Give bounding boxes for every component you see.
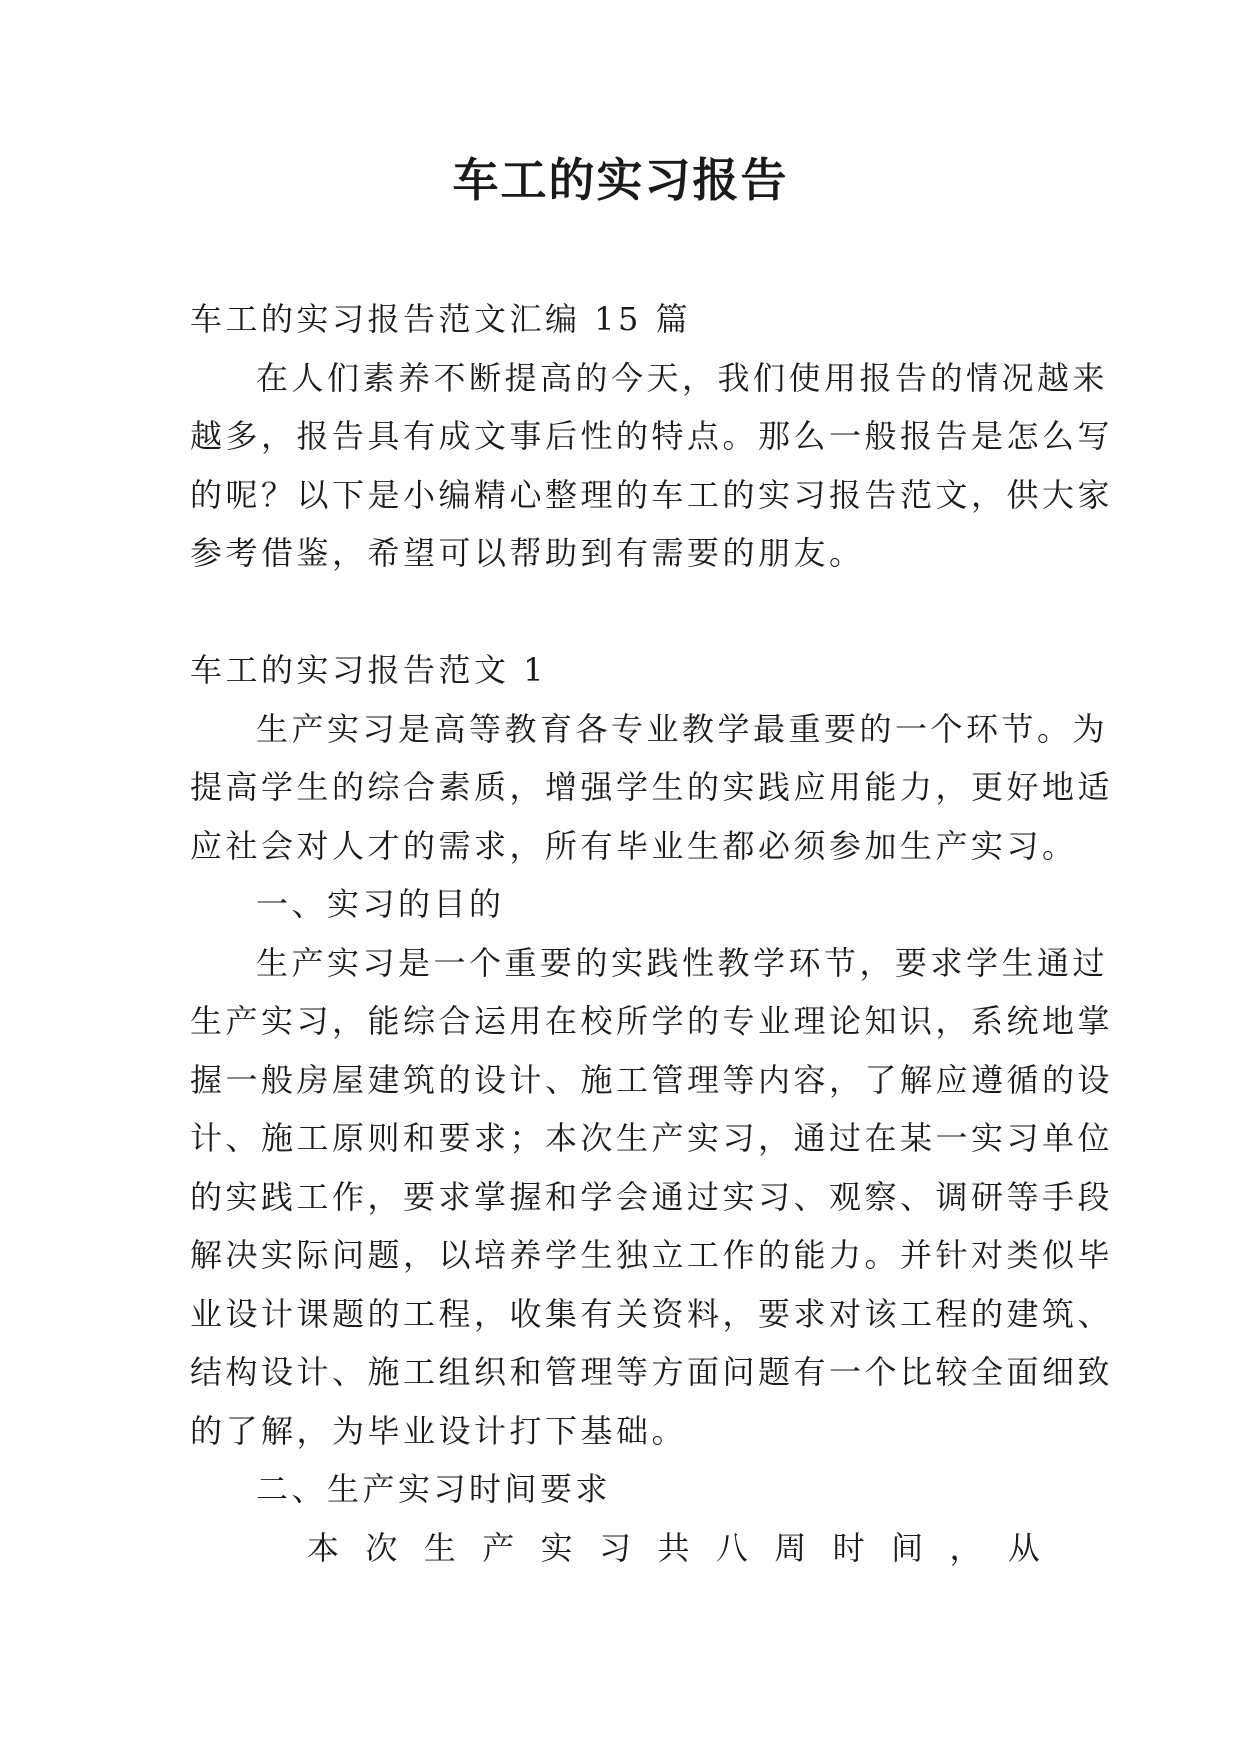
paragraph-line: 生产实习，能综合运用在校所学的专业理论知识，系统地掌 [190,1002,1114,1040]
char: 周 [774,1528,807,1567]
paragraph-line: 参考借鉴，希望可以帮助到有需要的朋友。 [190,534,865,572]
time-paragraph-line [190,1519,1060,1578]
char: 从 [1007,1528,1040,1567]
paragraph-line: 结构设计、施工组织和管理等方面问题有一个比较全面细致 [190,1353,1114,1391]
paragraph-line: 解决实际问题，以培养学生独立工作的能力。并针对类似毕 [190,1236,1114,1274]
char: 习 [599,1528,632,1567]
paragraph-line: 在人们素养不断提高的今天，我们使用报告的情况越来 [256,358,1109,397]
char: 实 [540,1528,573,1567]
char: 产 [482,1528,515,1567]
paragraph-line: 的实践工作，要求掌握和学会通过实习、观察、调研等手段 [190,1177,1114,1216]
document-body [190,290,1114,1577]
char: ， [949,1528,982,1567]
char: 本 [307,1528,340,1567]
section-heading: 车工的实习报告范文 1 [190,651,548,689]
intro-paragraph [190,349,1114,583]
subheading-time: 二、生产实习时间要求 [256,1470,612,1508]
char: 生 [423,1528,456,1567]
char: 时 [832,1528,865,1567]
document-subtitle: 车工的实习报告范文汇编 15 篇 [190,300,692,338]
blank-line [190,583,1060,642]
section1-paragraph [190,700,1114,876]
char: 八 [715,1528,748,1567]
paragraph-line: 业设计课题的工程，收集有关资料，要求对该工程的建筑、 [190,1294,1114,1333]
document-title: 车工的实习报告 [452,153,789,207]
paragraph-line: 握一般房屋建筑的设计、施工管理等内容，了解应遵循的设 [190,1060,1114,1099]
paragraph-line: 生产实习是高等教育各专业教学最重要的一个环节。为 [256,709,1109,748]
paragraph-line: 应社会对人才的需求，所有毕业生都必须参加生产实习。 [190,826,1078,865]
paragraph-line: 越多，报告具有成文事后性的特点。那么一般报告是怎么写 [190,417,1114,455]
paragraph-line: 计、施工原则和要求；本次生产实习，通过在某一实习单位 [190,1119,1114,1157]
purpose-paragraph [190,934,1114,1461]
char: 间 [891,1528,924,1567]
char: 次 [365,1528,398,1567]
paragraph-line: 生产实习是一个重要的实践性教学环节，要求学生通过 [256,943,1109,982]
paragraph-line: 的了解，为毕业设计打下基础。 [190,1411,688,1450]
subheading-purpose: 一、实习的目的 [256,885,505,923]
char: 共 [657,1528,690,1567]
paragraph-line: 提高学生的综合素质，增强学生的实践应用能力，更好地适 [190,768,1114,806]
paragraph-line: 的呢？以下是小编精心整理的车工的实习报告范文，供大家 [190,475,1114,514]
